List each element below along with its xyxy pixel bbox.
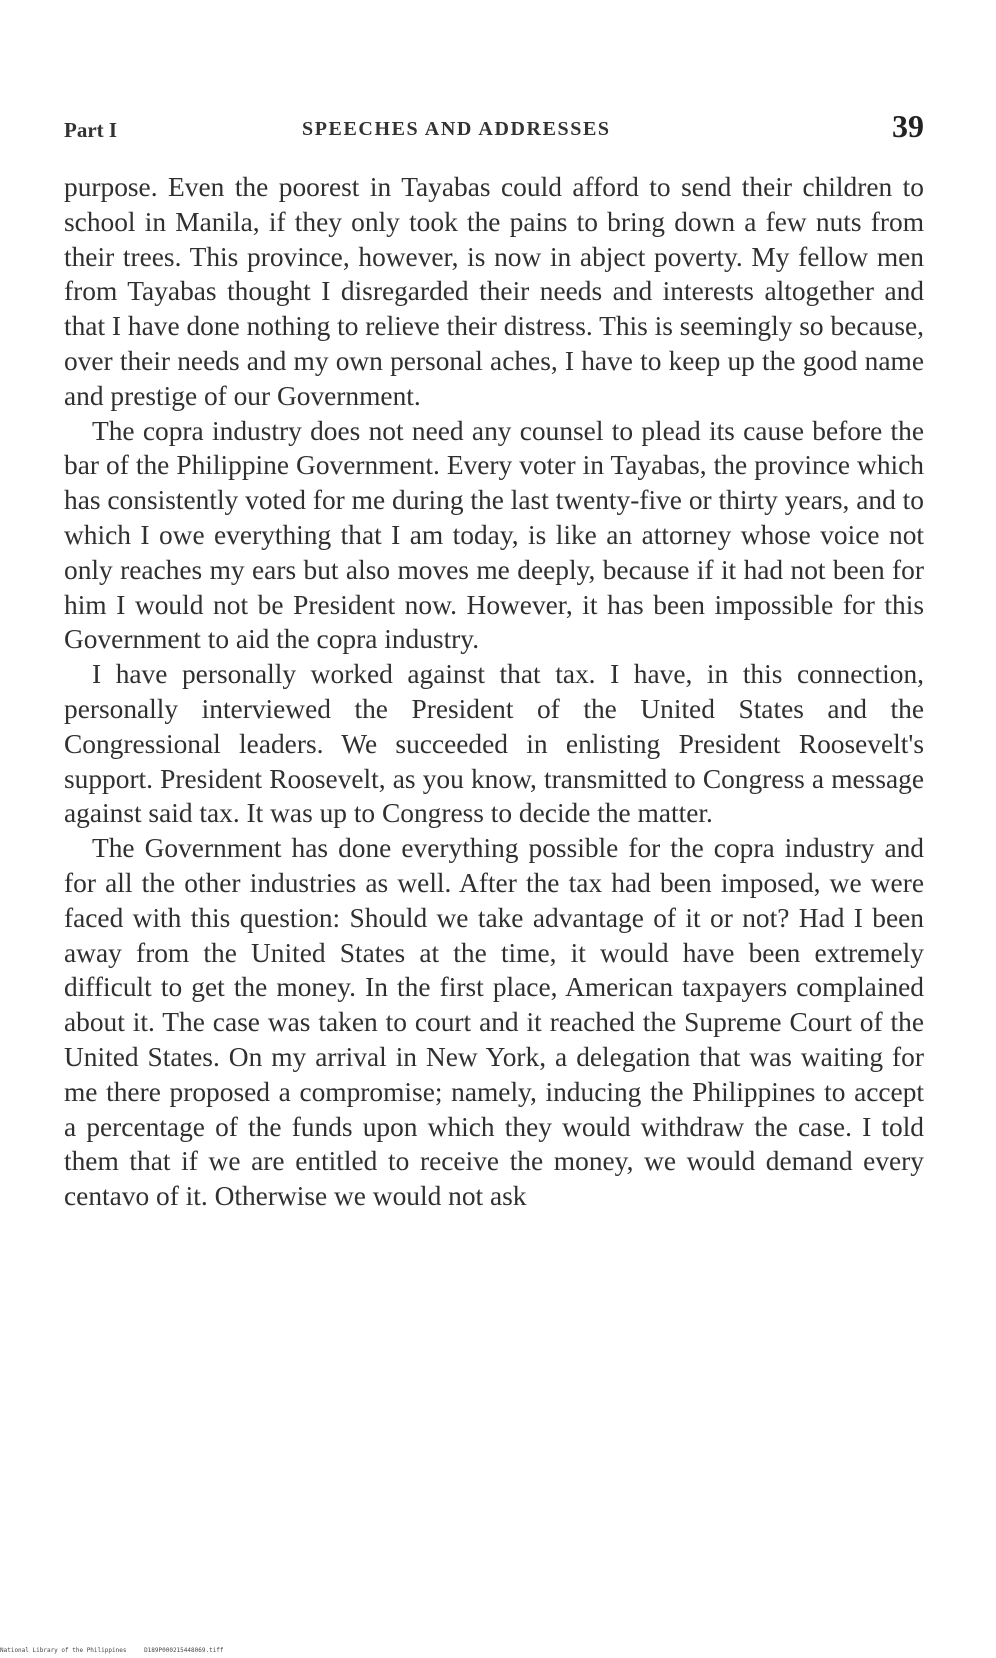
body-text	[64, 170, 924, 1214]
paragraph-4: The Government has done everything possible for the copra industry and for all the other industries as well. After the tax had been imposed, we were faced with this question: Should we take advantage of it or not? Had I been away from the United States at the time, it would have been extremely difficult to get the money. In the first place, American taxpayers complained about it. The case was taken to court and it reached the Supreme Court of the United States. On my arrival in New York, a delegation that was waiting for me there proposed a compromise; namely, inducing the Philippines to accept a percentage of the funds upon which they would withdraw the case. I told them that if we are entitled to receive the money, we would demand every centavo of it. Otherwise we would not ask	[64, 833, 924, 1212]
running-head	[64, 108, 924, 148]
part-label: Part I	[64, 118, 118, 142]
library-credit: National Library of the Philippines	[0, 1647, 127, 1654]
paragraph-2: The copra industry does not need any counsel to plead its cause before the bar of the Philippine Government. Every voter in Tayabas, the province which has consistently voted for me during the last twenty-five or thirty years, and to which I owe everything that I am today, is like an attorney whose voice not only reaches my ears but also moves me deeply, because if it had not been for him I would not be President now. However, it has been impossible for this Government to aid the copra industry.	[64, 415, 924, 655]
scan-footer	[0, 1647, 224, 1654]
paragraph-1: purpose. Even the poorest in Tayabas could afford to send their children to school in Manila, if they only took the pains to bring down a few nuts from their trees. This province, however, is now in abject poverty. My fellow men from Tayabas thought I disregarded their needs and interests altogether and that I have done nothing to relieve their distress. This is seemingly so because, over their needs and my own personal aches, I have to keep up the good name and prestige of our Government.	[64, 172, 924, 411]
scan-file-id: D189P000215448069.tiff	[144, 1647, 224, 1654]
running-title: SPEECHES AND ADDRESSES	[302, 118, 611, 140]
page-number: 39	[892, 108, 924, 144]
paragraph-3: I have personally worked against that tax. I have, in this connection, personally interviewed the President of the United States and the Congressional leaders. We succeeded in enlisting President Roosevelt's support. President Roosevelt, as you know, transmitted to Congress a message against said tax. It was up to Congress to decide the matter.	[64, 659, 924, 829]
